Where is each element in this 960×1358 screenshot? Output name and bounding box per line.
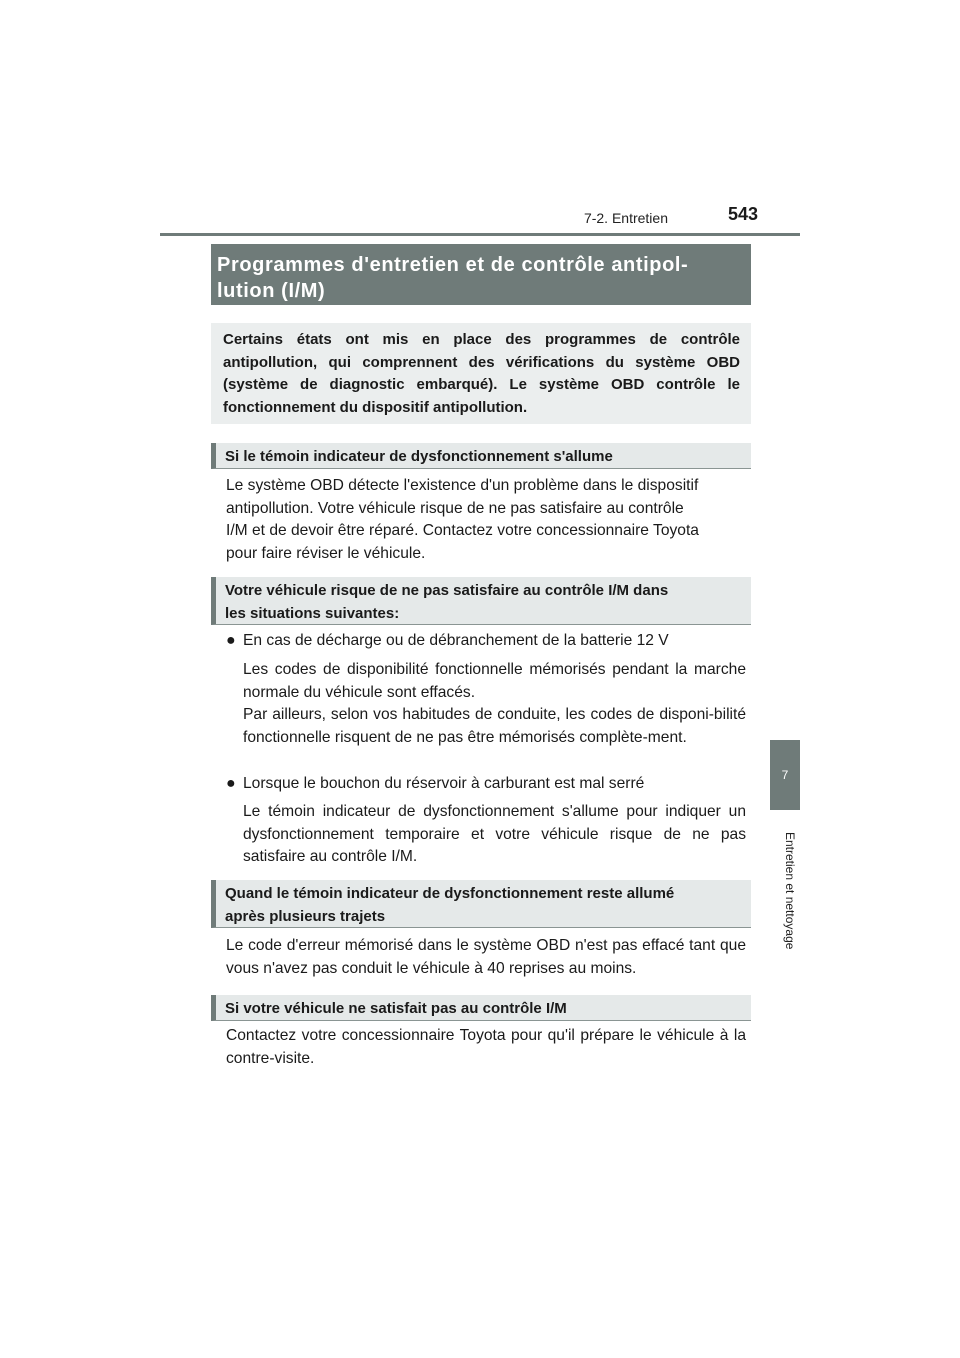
page-title-line-1: Programmes d'entretien et de contrôle antipol-	[217, 254, 689, 276]
bullet-title: Lorsque le bouchon du réservoir à carburant est mal serré	[243, 775, 645, 792]
chapter-label: Entretien et nettoyage	[783, 832, 797, 950]
page-title	[211, 244, 751, 305]
section-heading-stays-on	[211, 880, 751, 928]
section-body-stays-on: Le code d'erreur mémorisé dans le système OBD n'est pas effacé tant que vous n'avez pas conduit le véhicule à 40 reprises au moins.	[226, 937, 746, 977]
section-body-failed-test: Contactez votre concessionnaire Toyota pour qu'il prépare le véhicule à la contre-visite.	[226, 1027, 746, 1067]
page-number: 543	[727, 204, 758, 224]
bullet-title: En cas de décharge ou de débranchement de la batterie 12 V	[243, 632, 669, 649]
bullet-paragraph: Le témoin indicateur de dysfonctionnement s'allume pour indiquer un dysfonctionnement temporaire et votre véhicule risque de ne pas satisfaire au contrôle I/M.	[243, 803, 746, 866]
heading-line: Quand le témoin indicateur de dysfonctionnement reste allumé	[225, 885, 675, 902]
section-heading-failed-test: Si votre véhicule ne satisfait pas au contrôle I/M	[211, 995, 751, 1021]
bullet-body	[243, 659, 746, 749]
section-body-indicator-on	[226, 475, 746, 565]
heading-line: les situations suivantes:	[225, 604, 400, 622]
intro-box: Certains états ont mis en place des programmes de contrôle antipollution, qui comprennent des vérifications du système OBD (système de diagnostic embarqué). Le système OBD contrôle le fonctionnement du dispositif antipollution.	[211, 323, 751, 424]
bullet-icon: ●	[226, 775, 236, 792]
chapter-number: 7	[781, 768, 789, 782]
heading-line: Votre véhicule risque de ne pas satisfaire au contrôle I/M dans	[225, 582, 669, 599]
page-header	[160, 200, 800, 236]
bullet-paragraph: Les codes de disponibilité fonctionnelle mémorisés pendant la marche normale du véhicule sont effacés.	[243, 661, 746, 701]
chapter-tab	[770, 740, 800, 810]
page-title-line-2: lution (I/M)	[217, 280, 326, 302]
body-line: pour faire réviser le véhicule.	[226, 544, 426, 562]
bullet-paragraph: Par ailleurs, selon vos habitudes de conduite, les codes de disponi-bilité fonctionnelle risquent de ne pas être mémorisés complète-ment.	[243, 706, 746, 746]
bullet-icon: ●	[226, 632, 236, 649]
section-heading-indicator-on: Si le témoin indicateur de dysfonctionnement s'allume	[211, 443, 751, 469]
heading-line: après plusieurs trajets	[225, 907, 386, 925]
bullet-body	[243, 801, 746, 869]
section-heading-situations	[211, 577, 751, 625]
section-reference: 7-2. Entretien	[583, 210, 668, 226]
header-divider	[160, 233, 800, 236]
body-line: antipollution. Votre véhicule risque de ne pas satisfaire au contrôle	[226, 499, 684, 517]
body-line: Le système OBD détecte l'existence d'un problème dans le dispositif	[226, 477, 699, 494]
body-line: I/M et de devoir être réparé. Contactez votre concessionnaire Toyota	[226, 522, 699, 540]
